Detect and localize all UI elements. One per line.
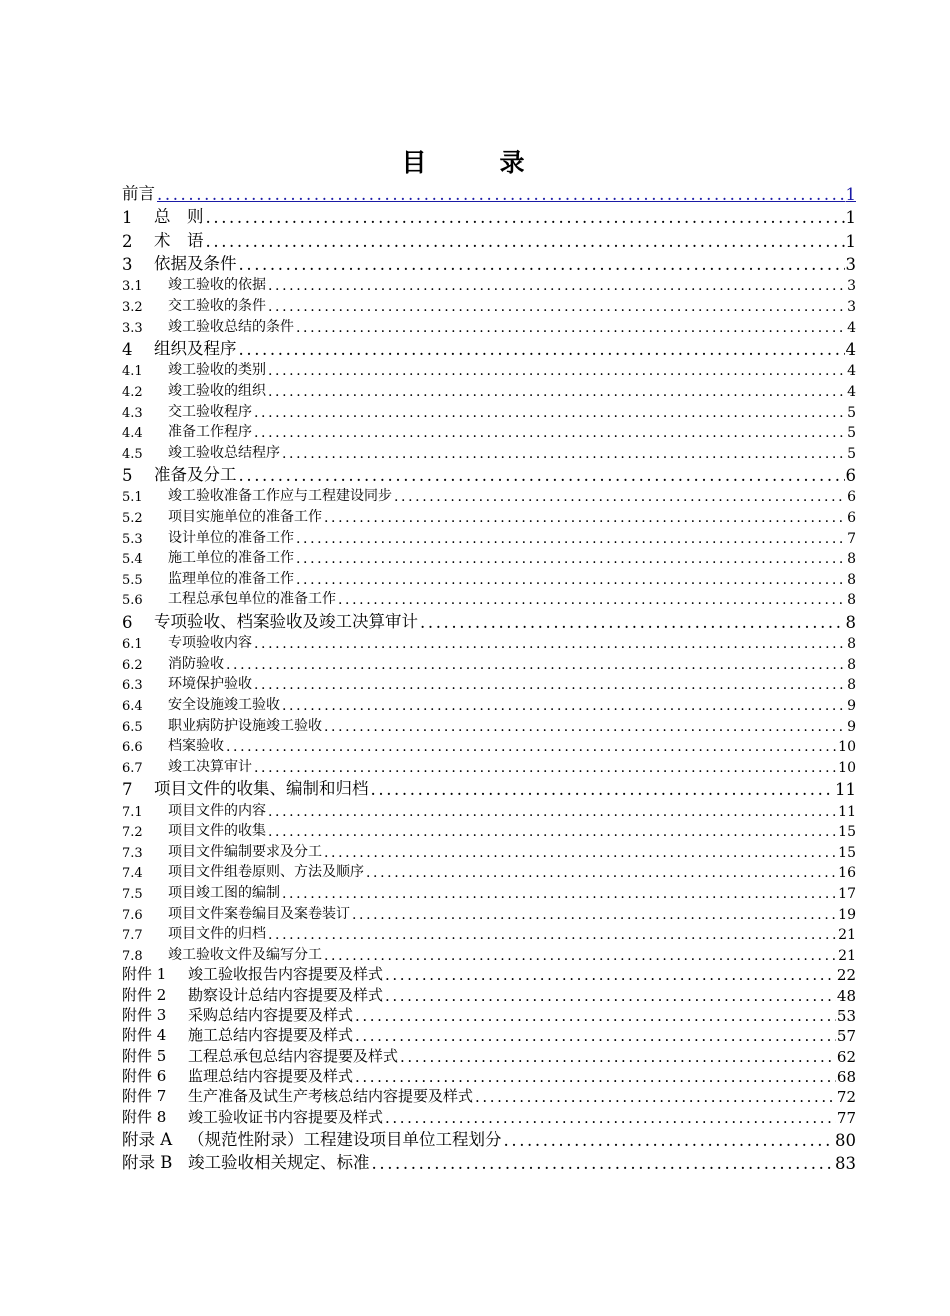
dot-leader — [155, 185, 845, 204]
toc-entry[interactable] — [122, 735, 856, 756]
toc-entry-page: 11 — [835, 779, 856, 799]
toc-entry-page: 80 — [835, 1131, 856, 1151]
toc-entry-page: 62 — [836, 1047, 856, 1066]
toc-entry[interactable] — [122, 204, 856, 227]
dot-leader — [353, 1027, 836, 1045]
toc-entry-page[interactable]: 1 — [845, 185, 856, 205]
toc-entry-number: 5.3 — [122, 531, 143, 547]
toc-entry-page: 19 — [838, 906, 856, 923]
toc-entry-title: 环境保护验收 — [168, 676, 252, 693]
toc-entry-title: 项目文件的收集、编制和归档 — [154, 778, 369, 798]
dot-leader — [266, 384, 846, 400]
toc-entry-number: 5.4 — [122, 552, 143, 568]
table-of-contents — [122, 181, 856, 1173]
toc-entry-number: 附件 7 — [122, 1087, 167, 1106]
toc-entry-title: 职业病防护设施竣工验收 — [168, 717, 322, 734]
dot-leader — [204, 232, 845, 251]
toc-entry[interactable] — [122, 567, 856, 588]
toc-entry-page: 22 — [836, 966, 856, 985]
dot-leader — [224, 739, 837, 755]
dot-leader — [266, 824, 837, 840]
toc-entry-title: 消防验收 — [168, 655, 224, 672]
toc-entry-title: 竣工验收证书内容提要及样式 — [188, 1107, 384, 1126]
toc-entry-number: 附件 2 — [122, 985, 167, 1004]
toc-entry-page: 11 — [838, 803, 856, 820]
toc-entry-page: 7 — [847, 530, 856, 547]
toc-entry-title: 竣工验收文件及编写分工 — [168, 946, 322, 963]
toc-entry-page: 4 — [845, 339, 856, 359]
dot-leader — [353, 1007, 836, 1025]
toc-entry-title: 竣工验收总结的条件 — [168, 318, 294, 335]
toc-entry-page: 21 — [838, 927, 856, 944]
toc-entry-number: 5.5 — [122, 572, 143, 588]
toc-entry[interactable] — [122, 379, 856, 400]
toc-entry-title: 竣工验收报告内容提要及样式 — [188, 965, 384, 984]
toc-entry-number: 7.4 — [122, 866, 143, 882]
dot-leader — [266, 804, 837, 820]
toc-entry[interactable] — [122, 693, 856, 714]
dot-leader — [204, 208, 845, 227]
dot-leader — [322, 510, 846, 526]
dot-leader — [237, 255, 845, 274]
dot-leader — [398, 1048, 836, 1066]
toc-entry-title: 工程总承包总结内容提要及样式 — [188, 1046, 399, 1065]
toc-entry[interactable] — [122, 1127, 856, 1150]
dot-leader — [392, 489, 846, 505]
toc-entry-number: 附件 6 — [122, 1067, 167, 1086]
dot-leader — [322, 948, 837, 964]
toc-entry-page: 5 — [847, 404, 856, 421]
toc-entry[interactable] — [122, 902, 856, 923]
toc-entry-title: 勘察设计总结内容提要及样式 — [188, 985, 384, 1004]
toc-entry[interactable] — [122, 441, 856, 462]
toc-entry-page: 9 — [847, 718, 856, 735]
toc-entry[interactable] — [122, 799, 856, 820]
dot-leader — [280, 446, 846, 462]
dot-leader — [294, 572, 846, 588]
toc-entry[interactable] — [122, 1005, 856, 1025]
toc-entry-page: 77 — [836, 1108, 856, 1127]
dot-leader — [224, 657, 846, 673]
dot-leader — [266, 299, 846, 315]
toc-entry-number: 附件 1 — [122, 965, 167, 984]
toc-entry-page: 8 — [847, 592, 856, 609]
toc-entry-number: 3 — [122, 254, 133, 274]
page-title: 目 录 — [401, 148, 549, 177]
toc-entry-page: 3 — [845, 254, 856, 274]
toc-entry-number: 7.8 — [122, 948, 143, 964]
toc-entry-title: 专项验收内容 — [168, 635, 252, 652]
toc-entry-number: 附件 3 — [122, 1005, 167, 1024]
toc-entry[interactable] — [122, 861, 856, 882]
toc-entry-page: 83 — [835, 1154, 856, 1174]
toc-entry[interactable] — [122, 881, 856, 902]
toc-entry[interactable] — [122, 964, 856, 984]
toc-entry[interactable] — [122, 294, 856, 315]
dot-leader — [370, 1154, 835, 1173]
toc-entry-title: 项目文件组卷原则、方法及顺序 — [168, 864, 364, 881]
toc-entry-title: 监理总结内容提要及样式 — [188, 1067, 354, 1086]
toc-entry-number: 5.6 — [122, 593, 143, 609]
dot-leader — [237, 466, 845, 485]
toc-entry-page: 8 — [847, 677, 856, 694]
toc-entry-title: 前言 — [122, 184, 155, 204]
dot-leader — [252, 677, 846, 693]
toc-entry-title: 竣工验收准备工作应与工程建设同步 — [168, 488, 392, 505]
toc-entry-page: 6 — [847, 489, 856, 506]
toc-entry[interactable] — [122, 1045, 856, 1065]
toc-entry[interactable] — [122, 776, 856, 799]
dot-leader — [418, 613, 845, 632]
toc-entry-page: 5 — [847, 445, 856, 462]
dot-leader — [322, 845, 837, 861]
toc-entry-page: 57 — [836, 1027, 856, 1046]
dot-leader — [353, 1068, 836, 1086]
dot-leader — [369, 780, 835, 799]
toc-entry-number: 4.2 — [122, 384, 143, 400]
toc-entry-title: 设计单位的准备工作 — [168, 529, 294, 546]
toc-entry[interactable] — [122, 1150, 856, 1173]
toc-entry[interactable] — [122, 400, 856, 421]
dot-leader — [280, 886, 837, 902]
toc-entry-title: （规范性附录）工程建设项目单位工程划分 — [188, 1130, 502, 1150]
toc-entry-number: 4.1 — [122, 364, 143, 380]
dot-leader — [294, 320, 846, 336]
toc-entry-page: 72 — [836, 1088, 856, 1107]
toc-entry-number: 附录 A — [122, 1130, 173, 1150]
toc-entry[interactable] — [122, 1086, 856, 1106]
dot-leader — [383, 966, 836, 984]
toc-entry[interactable] — [122, 652, 856, 673]
toc-entry-title: 档案验收 — [168, 738, 224, 755]
toc-entry[interactable] — [122, 673, 856, 694]
toc-entry[interactable] — [122, 984, 856, 1004]
toc-entry[interactable] — [122, 1025, 856, 1045]
toc-entry-title: 项目文件编制要求及分工 — [168, 843, 322, 860]
toc-entry[interactable] — [122, 943, 856, 964]
toc-entry-page: 3 — [847, 278, 856, 295]
toc-entry-page: 53 — [836, 1006, 856, 1025]
toc-entry[interactable] — [122, 1106, 856, 1126]
toc-entry[interactable] — [122, 315, 856, 336]
dot-leader — [473, 1088, 836, 1106]
toc-entry-number: 7.1 — [122, 804, 143, 820]
toc-entry-page: 10 — [838, 739, 856, 756]
toc-entry-page: 15 — [838, 844, 856, 861]
toc-entry[interactable] — [122, 462, 856, 485]
dot-leader — [266, 927, 837, 943]
toc-entry-number: 6.5 — [122, 719, 143, 735]
toc-entry-number: 1 — [122, 208, 133, 228]
toc-entry-title: 竣工验收相关规定、标准 — [188, 1153, 370, 1173]
toc-entry-number: 6.2 — [122, 657, 143, 673]
toc-entry-title: 准备及分工 — [154, 464, 237, 484]
toc-entry-number: 6.4 — [122, 699, 143, 714]
toc-entry-title: 竣工验收的类别 — [168, 362, 266, 379]
dot-leader — [266, 278, 846, 294]
toc-entry-number: 5.2 — [122, 511, 143, 527]
dot-leader — [383, 1109, 836, 1127]
toc-entry-number: 7 — [122, 779, 133, 799]
toc-entry-title: 项目文件的内容 — [168, 802, 266, 819]
toc-entry-title: 总 则 — [154, 207, 204, 227]
dot-leader — [336, 592, 846, 608]
toc-entry-title: 竣工验收的组织 — [168, 382, 266, 399]
toc-entry-title: 施工单位的准备工作 — [168, 550, 294, 567]
toc-entry-page: 9 — [847, 698, 856, 714]
toc-entry[interactable] — [122, 1066, 856, 1086]
dot-leader — [252, 425, 846, 441]
toc-entry-page: 15 — [838, 824, 856, 841]
toc-entry-title: 交工验收程序 — [168, 403, 252, 420]
toc-entry[interactable] — [122, 181, 856, 204]
toc-entry-number: 6.1 — [122, 637, 143, 653]
dot-leader — [237, 340, 845, 359]
toc-entry-page: 21 — [838, 947, 856, 964]
dot-leader — [383, 987, 836, 1005]
toc-entry-number: 附录 B — [122, 1153, 173, 1173]
dot-leader — [322, 719, 846, 735]
dot-leader — [502, 1131, 835, 1150]
dot-leader — [252, 760, 837, 776]
toc-entry-number: 7.3 — [122, 845, 143, 861]
toc-entry-page: 8 — [847, 571, 856, 588]
toc-entry-number: 5 — [122, 465, 133, 485]
toc-entry-title: 项目竣工图的编制 — [168, 884, 280, 901]
toc-entry[interactable] — [122, 421, 856, 442]
toc-entry-page: 6 — [847, 510, 856, 527]
toc-entry[interactable] — [122, 336, 856, 359]
toc-entry-page: 10 — [838, 759, 856, 776]
toc-entry-number: 4 — [122, 339, 133, 359]
toc-entry-number: 7.7 — [122, 928, 143, 944]
toc-entry[interactable] — [122, 755, 856, 776]
toc-entry-title: 竣工决算审计 — [168, 758, 252, 775]
toc-entry[interactable] — [122, 840, 856, 861]
toc-entry-page: 6 — [845, 465, 856, 485]
toc-entry-number: 7.2 — [122, 825, 143, 841]
dot-leader — [294, 531, 846, 547]
toc-entry-title: 组织及程序 — [154, 338, 237, 358]
toc-entry-page: 48 — [836, 986, 856, 1005]
toc-entry-title: 依据及条件 — [154, 253, 237, 273]
toc-entry-number: 附件 5 — [122, 1046, 167, 1065]
toc-entry-number: 6.6 — [122, 740, 143, 756]
toc-entry[interactable] — [122, 251, 856, 274]
toc-entry-number: 6.7 — [122, 760, 143, 776]
toc-entry-page: 8 — [847, 551, 856, 568]
dot-leader — [294, 551, 846, 567]
toc-entry-page: 8 — [847, 636, 856, 653]
toc-entry-title: 采购总结内容提要及样式 — [188, 1005, 354, 1024]
toc-entry-number: 4.5 — [122, 446, 143, 462]
toc-entry-title: 监理单位的准备工作 — [168, 570, 294, 587]
toc-entry-page: 4 — [847, 363, 856, 380]
toc-entry-page: 5 — [847, 425, 856, 442]
toc-entry-title: 安全设施竣工验收 — [168, 697, 280, 713]
toc-entry-page: 3 — [847, 298, 856, 315]
toc-entry-page: 8 — [845, 612, 856, 632]
toc-entry-page: 4 — [847, 319, 856, 336]
toc-entry-number: 3.1 — [122, 279, 143, 295]
toc-entry[interactable] — [122, 547, 856, 568]
toc-entry-title: 竣工验收总结程序 — [168, 444, 280, 461]
toc-entry-number: 7.5 — [122, 886, 143, 902]
toc-entry-title: 术 语 — [154, 230, 204, 250]
toc-entry-title: 项目文件的收集 — [168, 823, 266, 840]
toc-entry[interactable] — [122, 485, 856, 506]
toc-entry-page: 1 — [845, 231, 856, 251]
toc-entry-page: 68 — [836, 1068, 856, 1087]
toc-entry-number: 3.3 — [122, 320, 143, 336]
toc-entry[interactable] — [122, 588, 856, 609]
toc-entry[interactable] — [122, 608, 856, 631]
toc-entry-number: 附件 4 — [122, 1026, 167, 1045]
dot-leader — [364, 865, 837, 881]
toc-entry-number: 7.6 — [122, 907, 143, 923]
toc-entry-number: 6.3 — [122, 678, 143, 694]
toc-entry-title: 专项验收、档案验收及竣工决算审计 — [154, 611, 418, 631]
dot-leader — [280, 698, 846, 714]
toc-entry[interactable] — [122, 526, 856, 547]
toc-entry[interactable] — [122, 227, 856, 250]
toc-entry-page: 8 — [847, 656, 856, 673]
toc-entry[interactable] — [122, 714, 856, 735]
toc-entry-title: 竣工验收的依据 — [168, 277, 266, 294]
toc-entry-title: 交工验收的条件 — [168, 297, 266, 314]
dot-leader — [350, 907, 837, 923]
toc-entry-number: 4.3 — [122, 405, 143, 421]
toc-entry-page: 4 — [847, 383, 856, 400]
toc-entry[interactable] — [122, 505, 856, 526]
toc-entry-page: 1 — [845, 208, 856, 228]
toc-entry-number: 6 — [122, 612, 133, 632]
toc-entry-number: 4.4 — [122, 426, 143, 442]
dot-leader — [266, 363, 846, 379]
toc-entry-number: 3.2 — [122, 299, 143, 315]
toc-entry-title: 准备工作程序 — [168, 424, 252, 441]
toc-entry[interactable] — [122, 274, 856, 295]
toc-entry[interactable] — [122, 359, 856, 380]
toc-entry-page: 17 — [838, 885, 856, 902]
toc-entry-title: 项目文件的归档 — [168, 926, 266, 943]
dot-leader — [252, 636, 846, 652]
toc-entry-page: 16 — [838, 865, 856, 882]
toc-entry-title: 工程总承包单位的准备工作 — [168, 591, 336, 608]
toc-entry-title: 施工总结内容提要及样式 — [188, 1026, 354, 1045]
toc-entry-number: 5.1 — [122, 490, 143, 506]
toc-entry-title: 项目实施单位的准备工作 — [168, 509, 322, 526]
toc-entry-number: 附件 8 — [122, 1107, 167, 1126]
toc-entry-number: 2 — [122, 231, 133, 251]
toc-entry-title: 生产准备及试生产考核总结内容提要及样式 — [188, 1087, 474, 1106]
toc-entry[interactable] — [122, 632, 856, 653]
toc-entry[interactable] — [122, 923, 856, 944]
dot-leader — [252, 405, 846, 421]
toc-entry-title: 项目文件案卷编目及案卷装订 — [168, 905, 350, 922]
toc-entry[interactable] — [122, 820, 856, 841]
